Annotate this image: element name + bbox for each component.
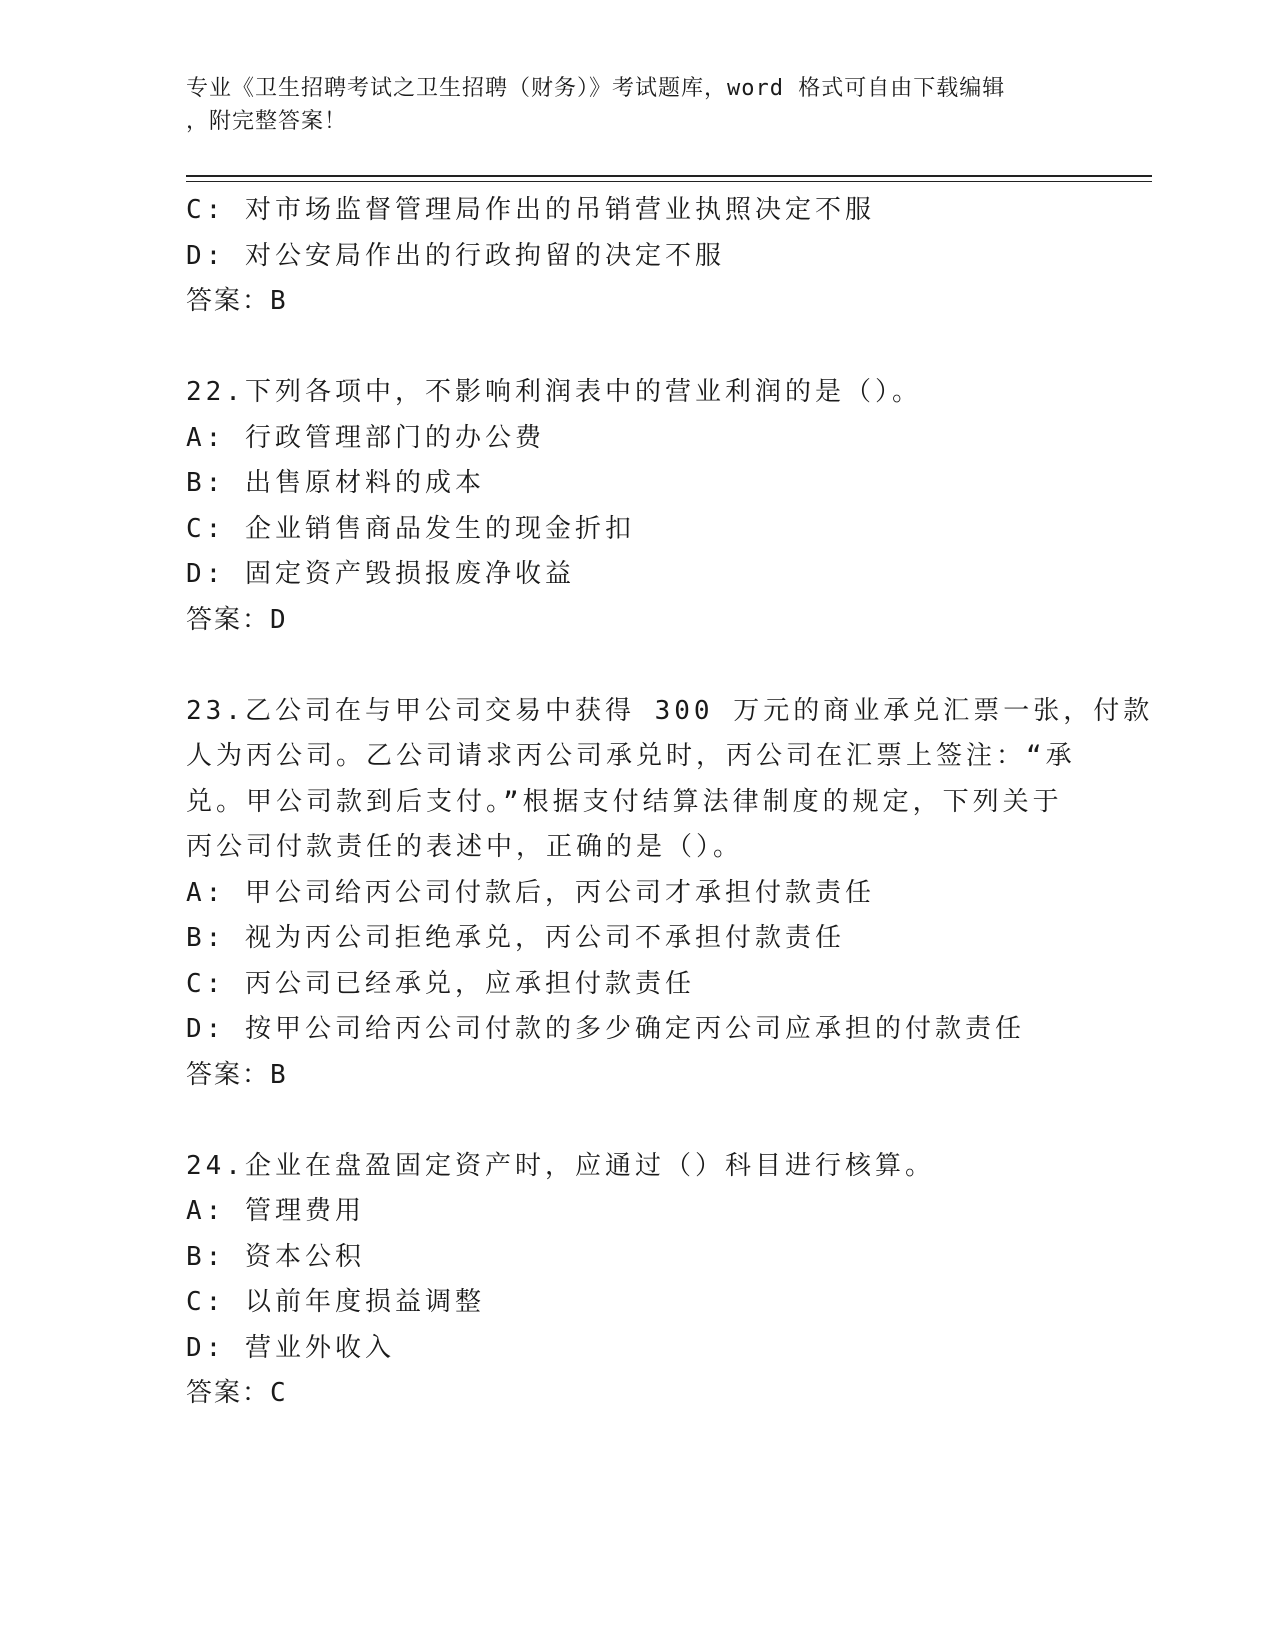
option-line: D: 对公安局作出的行政拘留的决定不服 bbox=[186, 240, 725, 271]
header-divider-thick bbox=[186, 175, 1152, 177]
question-text: 人为丙公司。乙公司请求丙公司承兑时，丙公司在汇票上签注：“承 bbox=[186, 741, 1076, 771]
answer-line: 答案：B bbox=[186, 286, 288, 316]
document-header bbox=[186, 72, 1066, 138]
option-line: C: 以前年度损益调整 bbox=[186, 1287, 485, 1317]
question-text: 22.下列各项中，不影响利润表中的营业利润的是（）。 bbox=[186, 377, 922, 407]
option-line: B: 出售原材料的成本 bbox=[186, 468, 485, 498]
option-line: D: 营业外收入 bbox=[186, 1332, 395, 1363]
option-line: D: 按甲公司给丙公司付款的多少确定丙公司应承担的付款责任 bbox=[186, 1014, 1025, 1044]
answer-line: 答案：D bbox=[186, 604, 288, 635]
option-line: C: 丙公司已经承兑，应承担付款责任 bbox=[186, 968, 695, 999]
question-text: 丙公司付款责任的表述中，正确的是（）。 bbox=[186, 832, 744, 862]
option-line: C: 企业销售商品发生的现金折扣 bbox=[186, 513, 635, 544]
question-block bbox=[186, 370, 1086, 643]
option-line: A: 管理费用 bbox=[186, 1196, 365, 1226]
header-line-1: 专业《卫生招聘考试之卫生招聘（财务）》考试题库，word 格式可自由下载编辑 bbox=[186, 76, 1006, 101]
option-line: A: 行政管理部门的办公费 bbox=[186, 422, 545, 453]
question-block bbox=[186, 689, 1154, 1099]
question-block bbox=[186, 1144, 1086, 1417]
question-block bbox=[186, 188, 1086, 325]
question-list bbox=[186, 188, 1154, 1417]
option-line: B: 视为丙公司拒绝承兑，丙公司不承担付款责任 bbox=[186, 923, 845, 953]
question-text: 23.乙公司在与甲公司交易中获得 300 万元的商业承兑汇票一张，付款 bbox=[186, 695, 1154, 726]
header-line-2: ，附完整答案！ bbox=[186, 109, 348, 134]
question-text: 24.企业在盘盈固定资产时，应通过（）科目进行核算。 bbox=[186, 1150, 935, 1181]
option-line: B: 资本公积 bbox=[186, 1241, 365, 1272]
option-line: C: 对市场监督管理局作出的吊销营业执照决定不服 bbox=[186, 195, 875, 225]
header-divider-thin bbox=[186, 181, 1152, 182]
option-line: A: 甲公司给丙公司付款后，丙公司才承担付款责任 bbox=[186, 877, 875, 908]
block-spacer bbox=[186, 1098, 1086, 1144]
answer-line: 答案：B bbox=[186, 1059, 288, 1090]
option-line: D: 固定资产毁损报废净收益 bbox=[186, 559, 575, 589]
block-spacer bbox=[186, 325, 1086, 371]
answer-line: 答案：C bbox=[186, 1378, 288, 1408]
question-text: 兑。甲公司款到后支付。”根据支付结算法律制度的规定，下列关于 bbox=[186, 786, 1063, 817]
block-spacer bbox=[186, 643, 1086, 689]
